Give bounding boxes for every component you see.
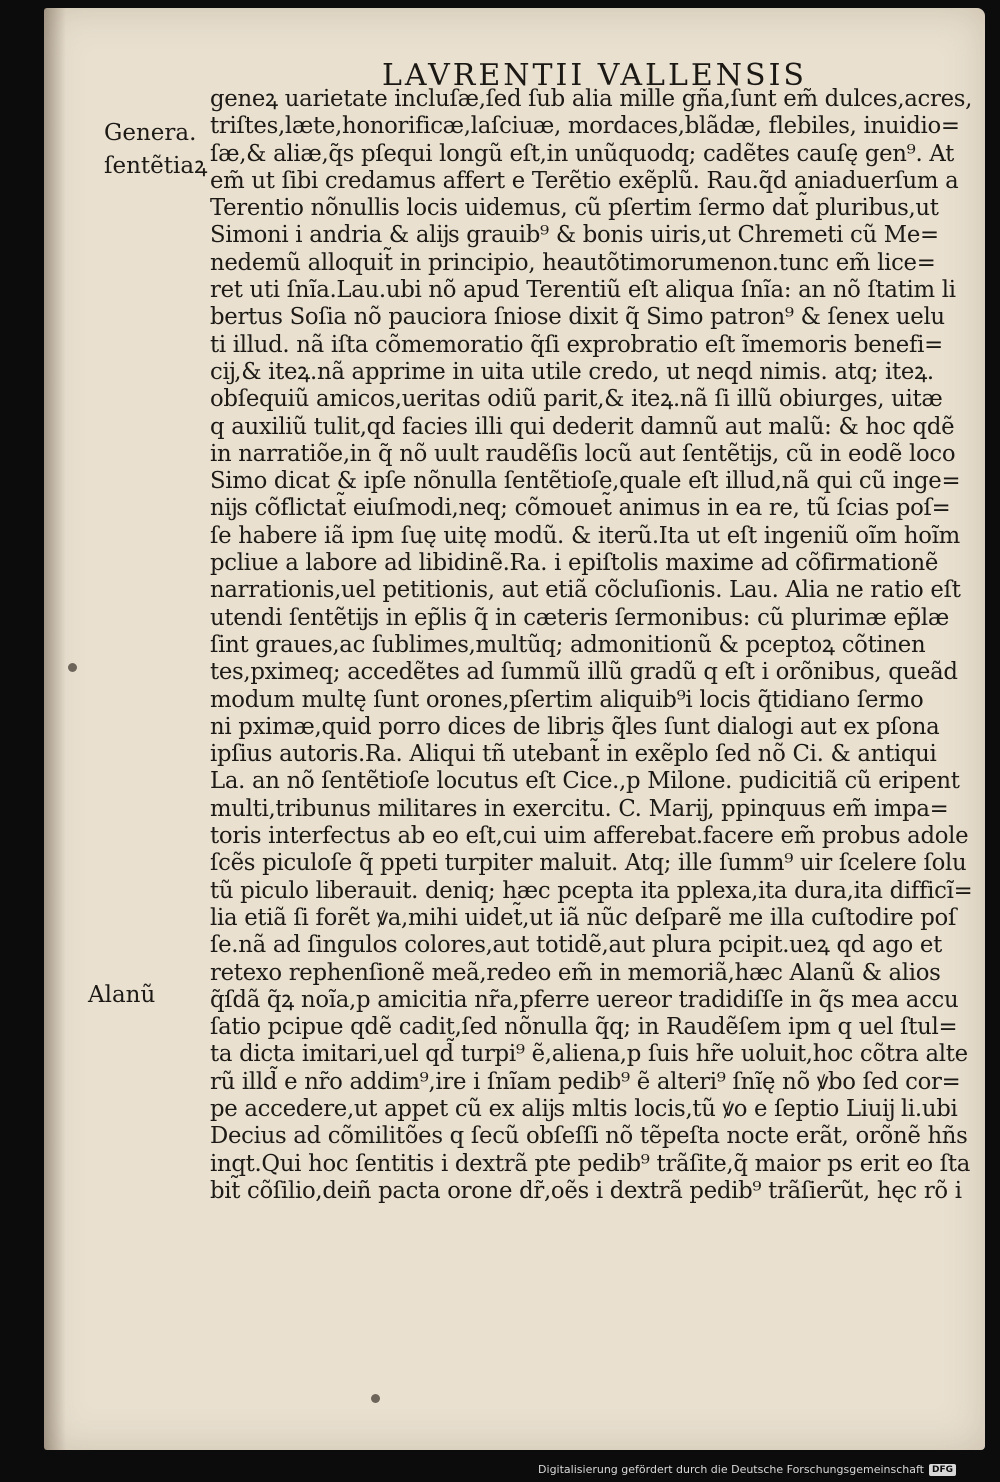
text-line: nedemũ alloquit̃ in principio, heautõtimorumenon.tunc em̃ lice= (210, 249, 936, 276)
text-line: ſe.nã ad ſingulos colores,aut totidẽ,aut plura pcipit.ueꝝ qd ago et (210, 932, 942, 959)
marginal-note-genera: Genera. (104, 120, 197, 146)
text-line: ſcẽs piculoſe q̃ ppeti turpiter maluit. Atq; ille ſumm⁹ uir ſcelere ſolu (210, 850, 967, 877)
text-line: Simo dicat & ipſe nõnulla ſentẽtioſe,quale eſt illud,nã qui cũ inge= (210, 468, 961, 495)
text-line: ſæ,& aliæ,q̃s pſequi longũ eſt,in unũquodq; cadẽtes cauſę gen⁹. At (210, 140, 954, 167)
text-line: toris interfectus ab eo eſt,cui uim afferebat.facere em̃ probus adole (210, 823, 969, 850)
text-line: ret uti ſnĩa.Lau.ubi nõ apud Terentiũ eſt aliqua ſnĩa: an nõ ſtatim li (210, 277, 956, 304)
text-line: multi,tribunus militares in exercitu. C. Marĳ, ppinquus em̃ impa= (210, 795, 949, 822)
text-line: tes,pximeq; accedẽtes ad ſummũ illũ gradũ q eſt i orõnibus, queãd (210, 659, 958, 686)
footer-credit: Digitalisierung gefördert durch die Deutsche Forschungsgemeinschaft (538, 1463, 924, 1476)
text-line: La. an nõ ſentẽtioſe locutus eſt Cice.,p Milone. pudicitiã cũ eripent (210, 768, 960, 795)
text-line: ſatio pcipue qdẽ cadit,ſed nõnulla q̃q; in Raudẽſem ipm q uel ſtul= (210, 1014, 958, 1041)
page-stain-dot (371, 1394, 380, 1403)
text-line: pcliue a labore ad libidinẽ.Ra. i epiſtolis maxime ad cõfirmationẽ (210, 550, 939, 577)
text-line: narrationis,uel petitionis, aut etiã cõcluſionis. Lau. Alia ne ratio eſt (210, 577, 961, 604)
text-line: cĳ,& iteꝝ.nã apprime in uita utile credo, ut neqd nimis. atq; iteꝝ. (210, 358, 934, 385)
text-line: in narratiõe,in q̃ nõ uult raudẽſis locũ aut ſentẽtĳs, cũ in eodẽ loco (210, 440, 956, 467)
text-line: geneꝝ uarietate incluſæ,ſed ſub alia mille gña,ſunt em̃ dulces,acres, (210, 86, 973, 112)
text-line: q̃ſdã q̃ꝝ noĩa,p amicitia nr̃a,pferre uereor tradidiſſe in q̃s mea accu (210, 986, 959, 1013)
text-line: obſequiũ amicos,ueritas odiũ parit,& iteꝝ.nã ſi illũ obiurges, uitæ (210, 386, 943, 413)
text-line: nĳs cõflictat̃ eiuſmodi,neq; cõmouet̃ animus in ea re, tũ ſcias poſ= (210, 495, 951, 522)
marginal-note-alanum: Alanũ (88, 982, 156, 1008)
digitization-footer (538, 1463, 956, 1476)
text-line: ſint graues,ac ſublimes,multũq; admonitionũ & pceptoꝝ cõtinen (210, 631, 926, 658)
text-line: pe accedere,ut appet cũ ex alĳs mltis locis,tũ ꝟo e ſeptio Liuĳ li.ubi (210, 1095, 958, 1122)
running-title: LAVRENTII VALLENSIS (382, 58, 807, 93)
text-line: modum multę ſunt orones,pſertim aliquib⁹i locis q̃tidiano ſermo (210, 686, 924, 713)
text-line: Decius ad cõmilitões q ſecũ obſeſſi nõ tẽpeſta nocte erãt, orõnẽ hñs (210, 1123, 968, 1150)
text-line: tũ piculo liberauit. deniq; hæc pcepta ita pplexa,ita dura,ita difficĩ= (210, 877, 973, 904)
text-line: Terentio nõnullis locis uidemus, cũ pſertim ſermo dat̃ pluribus,ut (210, 195, 939, 222)
text-line: q auxiliũ tulit,qd facies illi qui dederit damnũ aut malũ: & hoc qdẽ (210, 413, 955, 440)
text-line: ni pximæ,quid porro dices de libris q̃les ſunt dialogi aut ex pſona (210, 713, 940, 740)
page-gutter-shadow (44, 8, 66, 1450)
text-line: ſe habere iã ipm ſuę uitę modũ. & iterũ.Ita ut eſt ingeniũ oĩm hoĩm (210, 522, 960, 549)
text-line: lia etiã ſi forẽt ꝟa,mihi uidet̃,ut iã nũc deſparẽ me illa cuſtodire poſ (210, 904, 957, 931)
body-text (210, 86, 990, 1205)
text-line: ti illud. nã iſta cõmemoratio q̃ſi exprobratio eſt ĩmemoris benefi= (210, 331, 943, 358)
text-line: retexo rephenſionẽ meã,redeo em̃ in memoriã,hæc Alanũ & alios (210, 959, 941, 986)
text-line: ipſius autoris.Ra. Aliqui tñ utebant̃ in exẽplo ſed nõ Ci. & antiqui (210, 741, 937, 768)
text-line: inqt.Qui hoc ſentitis i dextrã pte pedib⁹ trãſite,q̃ maior ps erit eo ſta (210, 1150, 971, 1177)
text-line: triſtes,læte,honorificæ,laſciuæ, mordaces,blãdæ, flebiles, inuidio= (210, 113, 960, 140)
page-stain-dot (68, 663, 77, 672)
text-line: bit̃ cõſilio,deiñ pacta orone dr̃,oẽs i dextrã pedib⁹ trãſierũt, hęc rõ i (210, 1177, 962, 1204)
text-line: ta dicta imitari,uel qd̃ turpi⁹ ẽ,aliena,p ſuis hr̃e uoluit,hoc cõtra alte (210, 1041, 968, 1068)
text-line: Simoni i andria & alĳs grauib⁹ & bonis uiris,ut Chremeti cũ Me= (210, 222, 939, 249)
text-line: em̃ ut ſibi credamus affert e Terẽtio exẽplũ. Rau.q̃d aniaduerſum a (210, 167, 959, 194)
text-line: bertus Soſia nõ pauciora ſniose dixit q̃ Simo patron⁹ & ſenex uelu (210, 304, 945, 331)
book-page (44, 8, 985, 1450)
text-line: rũ illd̃ e nr̃o addim⁹,ire i ſnĩam pedib⁹ ẽ alteri⁹ ſnĩę nõ ꝟbo ſed cor= (210, 1068, 961, 1095)
dfg-logo: DFG (929, 1464, 956, 1476)
text-line: utendi ſentẽtĳs in ep̃lis q̃ in cæteris ſermonibus: cũ plurimæ ep̃læ (210, 604, 949, 631)
marginal-note-sententiarum: ſentẽtiaꝝ (104, 153, 208, 179)
